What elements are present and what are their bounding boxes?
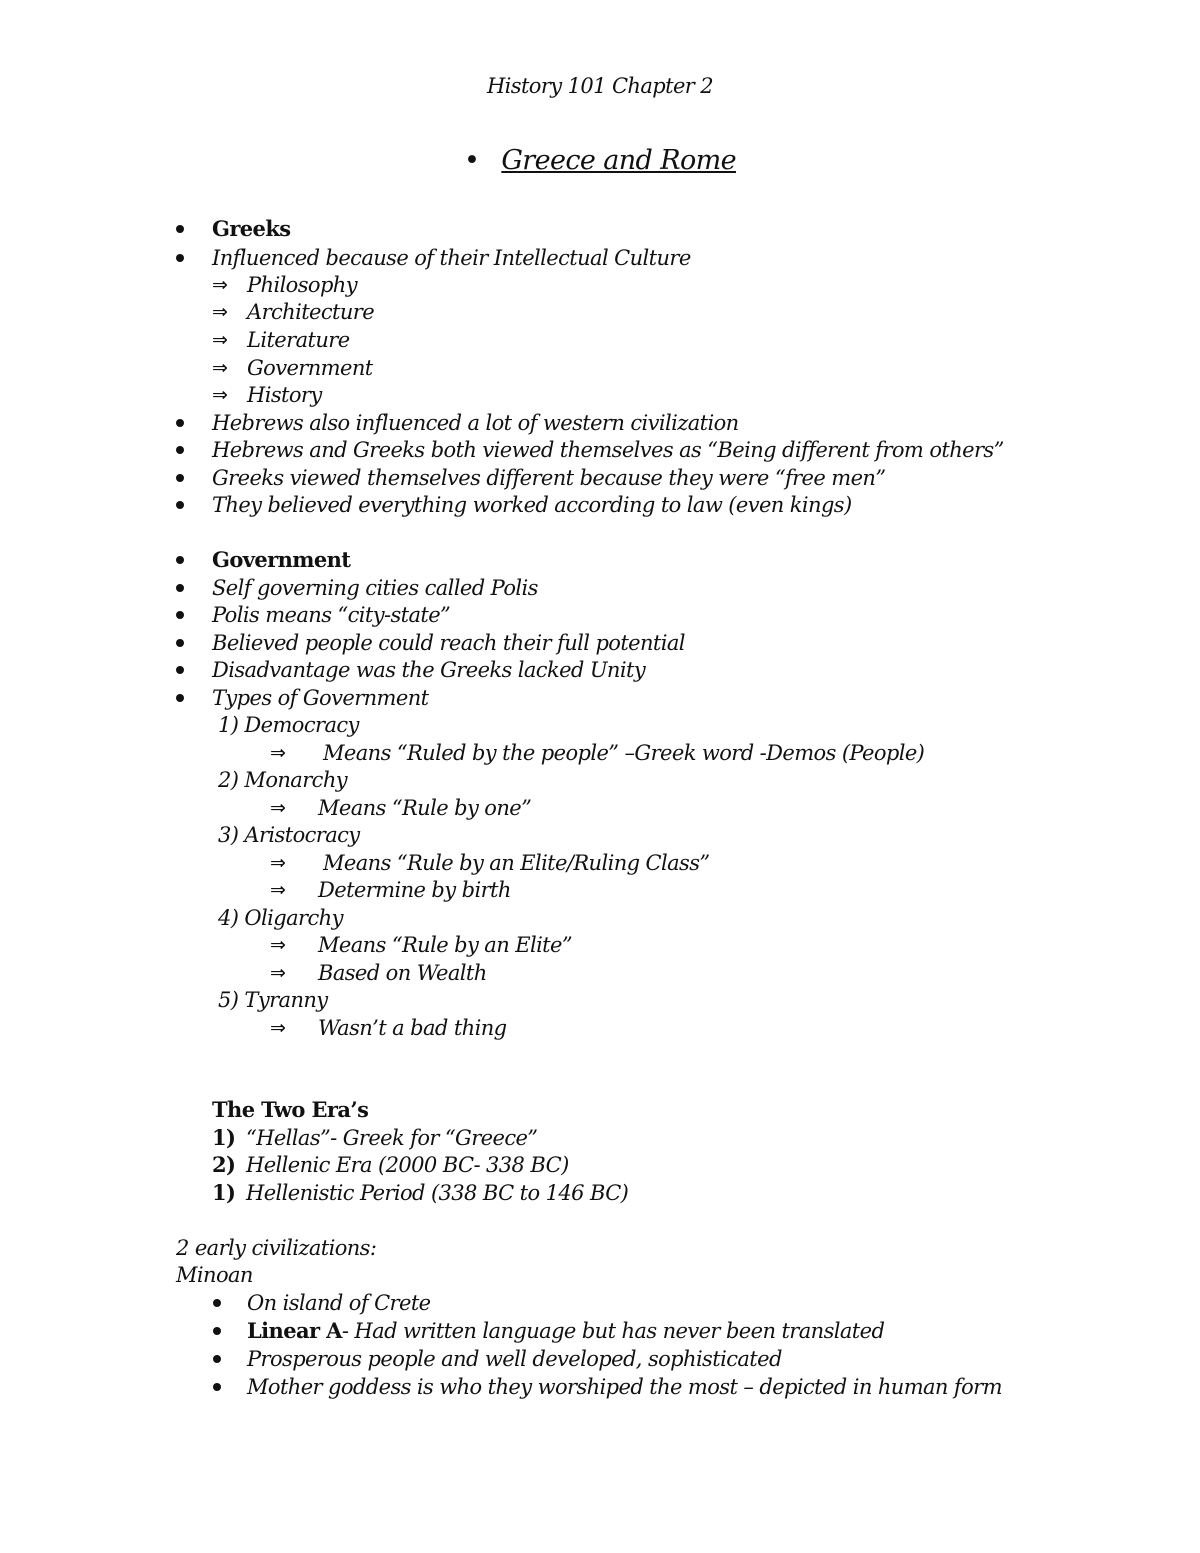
civilization-name: Minoan <box>176 1263 253 1287</box>
arrow-icon: ⇒ <box>270 852 286 874</box>
arrow-icon: ⇒ <box>270 797 286 819</box>
civilization-point-text: Mother goddess is who they worshiped the most – depicted in human form <box>247 1375 1002 1399</box>
bullet-icon <box>213 1327 221 1335</box>
arrow-icon: ⇒ <box>270 962 286 984</box>
greeks-point: Greeks viewed themselves different because they were “free men” <box>212 466 886 490</box>
bullet-icon <box>176 225 184 233</box>
government-type-note: Means “Rule by an Elite” <box>318 933 572 957</box>
arrow-icon: ⇒ <box>212 357 228 379</box>
bullet-icon <box>176 254 184 262</box>
arrow-icon: ⇒ <box>212 274 228 296</box>
title-bullet: • <box>464 145 480 176</box>
civilizations-intro: 2 early civilizations: <box>176 1236 377 1260</box>
bullet-icon <box>176 501 184 509</box>
arrow-icon: ⇒ <box>270 879 286 901</box>
bullet-icon <box>176 419 184 427</box>
bullet-icon <box>176 584 184 592</box>
culture-item: Government <box>247 356 373 380</box>
bullet-icon <box>176 474 184 482</box>
bullet-icon <box>213 1383 221 1391</box>
section-heading-government: Government <box>212 547 351 572</box>
arrow-icon: ⇒ <box>212 329 228 351</box>
civilization-point-text: - Had written language but has never been translated <box>341 1319 885 1343</box>
government-type-label: 1) Democracy <box>218 713 359 737</box>
arrow-icon: ⇒ <box>270 1017 286 1039</box>
bullet-icon <box>213 1355 221 1363</box>
bullet-icon <box>176 666 184 674</box>
era-number: 1) <box>212 1125 236 1150</box>
government-type-note: Means “Rule by an Elite/Ruling Class” <box>323 851 710 875</box>
government-point: Believed people could reach their full potential <box>212 631 685 655</box>
government-point: Types of Government <box>212 686 429 710</box>
section-heading-eras: The Two Era’s <box>212 1097 369 1122</box>
era-text: Hellenic Era (2000 BC- 338 BC) <box>246 1153 569 1177</box>
culture-item: Architecture <box>247 300 375 324</box>
government-type-note: Wasn’t a bad thing <box>318 1016 507 1040</box>
culture-item: History <box>247 383 322 407</box>
civilization-point-text: On island of Crete <box>247 1291 431 1315</box>
arrow-icon: ⇒ <box>212 384 228 406</box>
government-type-note: Determine by birth <box>318 878 511 902</box>
era-text: Hellenistic Period (338 BC to 146 BC) <box>246 1181 629 1205</box>
civilization-point-text: Prosperous people and well developed, sophisticated <box>247 1347 782 1371</box>
bullet-icon <box>176 611 184 619</box>
civilization-point <box>247 1318 884 1344</box>
title-text: Greece and Rome <box>501 145 736 176</box>
government-type-label: 5) Tyranny <box>218 988 328 1012</box>
government-point: Disadvantage was the Greeks lacked Unity <box>212 658 646 682</box>
greeks-point: They believed everything worked according to law (even kings) <box>212 493 852 517</box>
page-header: History 101 Chapter 2 <box>486 74 714 98</box>
section-heading-greeks: Greeks <box>212 216 291 241</box>
arrow-icon: ⇒ <box>270 742 286 764</box>
arrow-icon: ⇒ <box>270 934 286 956</box>
bullet-icon <box>176 694 184 702</box>
government-type-note: Means “Ruled by the people” –Greek word -Demos (People) <box>323 741 925 765</box>
government-type-note: Means “Rule by one” <box>318 796 532 820</box>
arrow-icon: ⇒ <box>212 301 228 323</box>
bullet-icon <box>176 556 184 564</box>
government-point: Polis means “city-state” <box>212 603 451 627</box>
culture-item: Philosophy <box>247 273 357 297</box>
greeks-point: Hebrews also influenced a lot of western civilization <box>212 411 739 435</box>
era-number: 1) <box>212 1180 236 1205</box>
government-point: Self governing cities called Polis <box>212 576 538 600</box>
government-type-label: 4) Oligarchy <box>218 906 343 930</box>
greeks-intro: Influenced because of their Intellectual Culture <box>212 246 691 270</box>
civilization-point <box>247 1290 430 1316</box>
civilization-point-bold: Linear A <box>247 1318 342 1343</box>
government-type-label: 3) Aristocracy <box>218 823 360 847</box>
era-text: “Hellas”- Greek for “Greece” <box>246 1126 538 1150</box>
greeks-point: Hebrews and Greeks both viewed themselves as “Being different from others” <box>212 438 1004 462</box>
civilization-point <box>247 1346 782 1372</box>
bullet-icon <box>176 639 184 647</box>
government-type-note: Based on Wealth <box>318 961 487 985</box>
bullet-icon <box>176 446 184 454</box>
culture-item: Literature <box>247 328 350 352</box>
era-number: 2) <box>212 1152 236 1177</box>
government-type-label: 2) Monarchy <box>218 768 348 792</box>
bullet-icon <box>213 1299 221 1307</box>
civilization-point <box>247 1374 1002 1400</box>
page-title <box>0 144 1200 178</box>
